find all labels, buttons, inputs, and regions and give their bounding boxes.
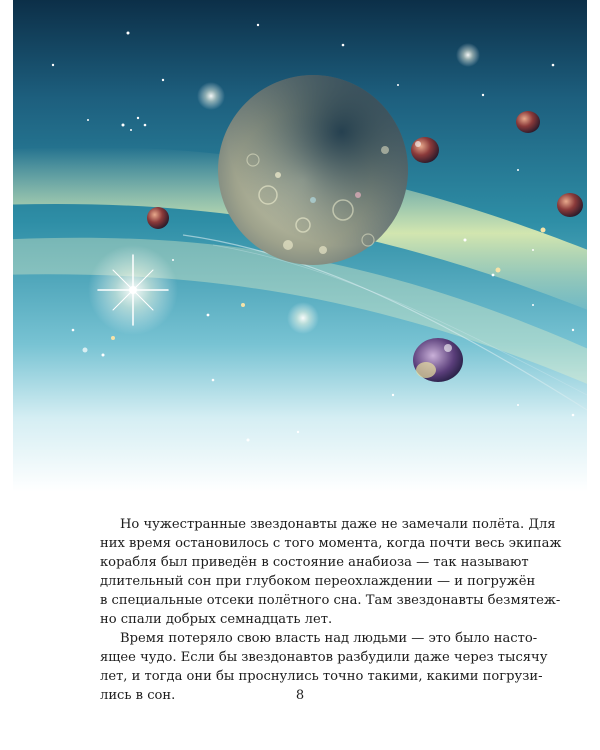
text-line: но спали добрых семнадцать лет. [100, 612, 333, 627]
text-line: лет, и тогда они бы проснулись точно такими, какими погрузи- [100, 669, 543, 684]
small-glow [197, 82, 225, 110]
sleep-pod [413, 338, 463, 382]
pebble [516, 111, 540, 133]
pebble [411, 137, 439, 163]
pebble [557, 193, 583, 217]
small-glow [456, 43, 480, 67]
text-line: них время остановилось с того момента, когда почти весь экипаж [100, 536, 562, 551]
body-text [100, 515, 562, 705]
page-number: 8 [295, 688, 305, 703]
paragraph [100, 515, 562, 629]
small-glow [287, 302, 319, 334]
text-line: лись в сон. [100, 688, 176, 703]
text-line: корабля был приведён в состояние анабиоза — так называют [100, 555, 529, 570]
text-line: в специальные отсеки полётного сна. Там звездонавты безмятеж- [100, 593, 561, 608]
text-line: длительный сон при глубоком переохлаждении — и погружён [100, 574, 536, 589]
space-illustration [13, 0, 587, 492]
pebble [147, 207, 169, 229]
text-line: Но чужестранные звездонавты даже не замечали полёта. Для [120, 517, 556, 532]
space-scene [13, 0, 587, 492]
text-line: ящее чудо. Если бы звездонавтов разбудили даже через тысячу [100, 650, 548, 665]
text-line: Время потеряло свою власть над людьми — это было насто- [120, 631, 538, 646]
planet [218, 75, 408, 265]
